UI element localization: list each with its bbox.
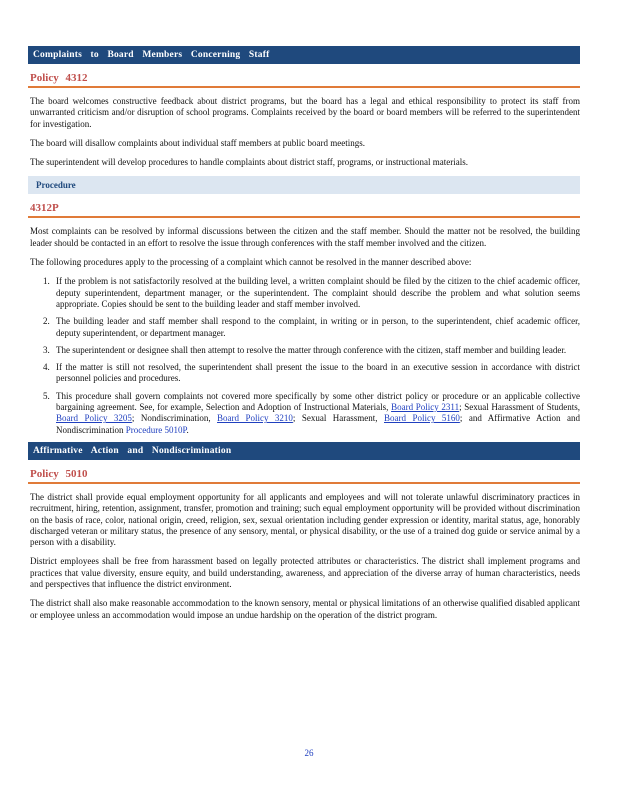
list-item: 3. The superintendent or designee shall then attempt to resolve the matter through conference with the citizen, staff member and building leader. (52, 345, 580, 356)
divider (28, 86, 580, 88)
section-title: Complaints to Board Members Concerning Staff (33, 50, 270, 60)
policy-title: Policy 4312 (30, 72, 88, 84)
item-text: ; Sexual Harassment of Students, (459, 402, 580, 413)
procedure-title: 4312P (30, 202, 59, 215)
paragraph: Most complaints can be resolved by informal discussions between the citizen and the staff member. Should the matter not be resolved, the building leader should be contacted in an effort to resolve the issue through conferences with the staff member involved and the citizen. (30, 226, 580, 248)
procedure-label: Procedure (36, 180, 76, 191)
item-text: . (186, 424, 189, 435)
board-policy-5160-link[interactable]: Board Policy 5160 (384, 413, 460, 424)
procedure-list (28, 276, 580, 436)
policy-title: Policy 5010 (30, 467, 88, 480)
paragraph: The following procedures apply to the processing of a complaint which cannot be resolved in the manner described above: (30, 257, 472, 268)
paragraph: The board will disallow complaints about individual staff members at public board meetings. (30, 137, 366, 148)
list-item: 2. The building leader and staff member shall respond to the complaint, in writing or in person, to the superintendent, chief academic officer, deputy superintendent, or department manager. (52, 316, 580, 339)
list-item (52, 391, 580, 436)
board-policy-3210-link[interactable]: Board Policy 3210 (217, 413, 293, 424)
procedure-5010p-reference[interactable]: Procedure 5010P (125, 424, 187, 435)
divider (28, 216, 580, 218)
item-text: ; Sexual Harassment, (292, 413, 384, 424)
list-item: 1. If the problem is not satisfactorily resolved at the building level, a written complaint should be filed by the citizen to the chief academic officer, deputy superintendent, department manager, or the superintendent. The complaint should describe the problem and what solution seems appropriate. Copies should be sent to the building leader and staff member involved. (52, 276, 580, 310)
item-text: This procedure shall govern complaints not covered more specifically by some other district policy or procedure or an applicable collective bargaining agreement. See, for example, Selection and Adoption of Instructional Materials, (56, 390, 580, 413)
paragraph: District employees shall be free from harassment based on legally protected attributes or characteristics. The district shall implement programs and practices that value diversity, ensure equity, and build understanding, awareness, and appreciation of the diverse array of human characteristics, needs and perspectives that influence the district environment. (30, 556, 580, 590)
divider (28, 482, 580, 484)
section-header-bar (28, 442, 580, 460)
board-policy-3205-link[interactable]: Board Policy 3205 (56, 413, 132, 424)
item-text: ; Nondiscrimination, (131, 413, 218, 424)
paragraph: The district shall provide equal employment opportunity for all applicants and employees and will not tolerate unlawful discriminatory practices in recruitment, hiring, retention, assignment, transfer, promotion and training; such equal employment opportunity will be provided without discrimination on the basis of race, color, national origin, creed, religion, sex, sexual orientation including gender expression or identity, marital status, age, honorably discharged veteran or military status, the presence of any sensory, mental, or physical disability, or the use of a trained dog guide or service animal by a person with a disability. (30, 491, 580, 548)
paragraph: The board welcomes constructive feedback about district programs, but the board has a legal and ethical responsibility to protect its staff from unwarranted criticism and/or disruption of school programs. Complaints received by the board or board members will be referred to the superintendent for investigation. (30, 96, 580, 129)
page-number: 26 (304, 748, 314, 758)
section-title: Affirmative Action and Nondiscrimination (33, 445, 232, 456)
document-page (28, 46, 580, 629)
item-text: ; and Affirmative Action and Nondiscrimination (56, 413, 580, 435)
list-item: 4. If the matter is still not resolved, the superintendent shall present the issue to the board in an executive session in accordance with district personnel policies and procedures. (52, 362, 580, 385)
paragraph: The superintendent will develop procedures to handle complaints about district staff, programs, or instructional materials. (30, 157, 468, 168)
board-policy-2311-link[interactable]: Board Policy 2311 (391, 402, 460, 413)
paragraph: The district shall also make reasonable accommodation to the known sensory, mental or physical limitations of an otherwise qualified disabled applicant or employee unless an accommodation would impose an undue hardship on the operation of the district program. (30, 598, 580, 620)
section-header-bar (28, 46, 580, 64)
procedure-header-bar (28, 176, 580, 194)
